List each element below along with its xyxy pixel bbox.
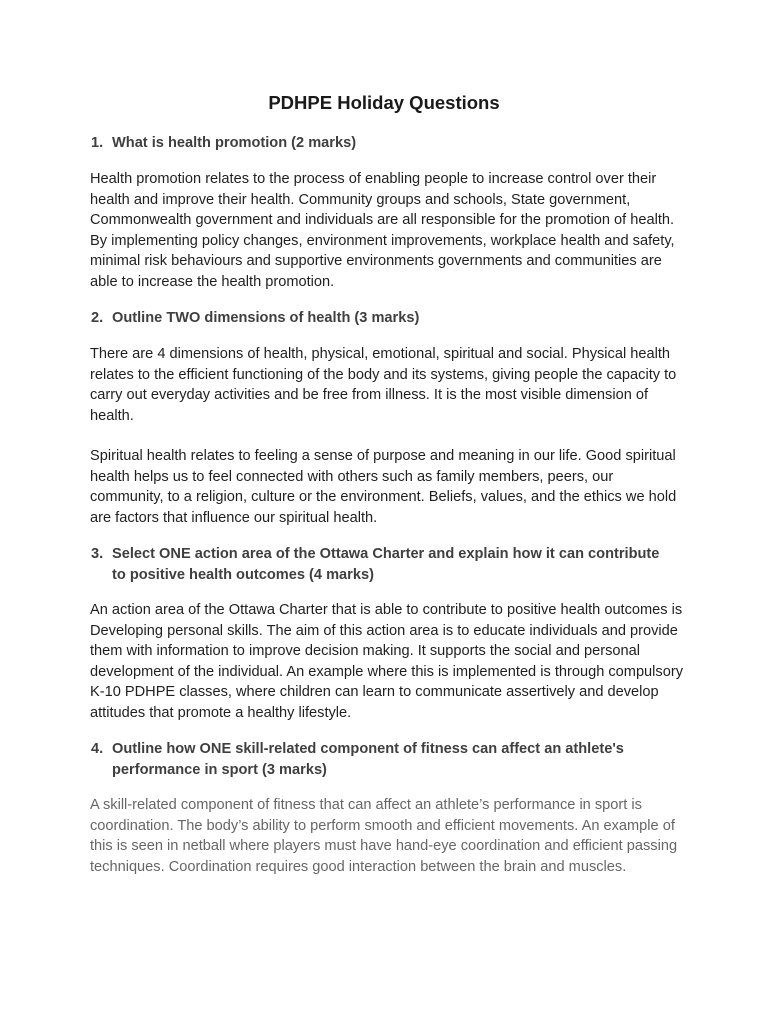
- question-3-text: Select ONE action area of the Ottawa Charter and explain how it can contribute to positive health outcomes (4 marks): [112, 546, 660, 583]
- question-2-heading: [91, 308, 672, 329]
- answer-2-paragraph-2: Spiritual health relates to feeling a sense of purpose and meaning in our life. Good spiritual health helps us to feel connected with others such as family members, peers, our community, to a religion, culture or the environment. Beliefs, values, and the ethics we hold are factors that influence our spiritual health.: [90, 448, 677, 526]
- answer-1-paragraph: Health promotion relates to the process of enabling people to increase control over their health and improve their health. Community groups and schools, State government, Commonwealth government and individuals are all responsible for the promotion of health. By implementing policy changes, environment improvements, workplace health and safety, minimal risk behaviours and supportive environments governments and communities are able to increase the health promotion.: [90, 171, 675, 290]
- question-2-number: 2.: [91, 310, 104, 326]
- answer-4-paragraph: A skill-related component of fitness that can affect an athlete’s performance in sport is coordination. The body’s ability to perform smooth and efficient movements. An example of this is seen in netball where players must have hand-eye coordination and efficient passing techniques. Coordination requires good interaction between the brain and muscles.: [90, 797, 678, 875]
- answer-2-paragraph-1: There are 4 dimensions of health, physical, emotional, spiritual and social. Physical health relates to the efficient functioning of the body and its systems, giving people the capacity to carry out everyday activities and be free from illness. It is the most visible dimension of health.: [90, 346, 677, 424]
- question-1-number: 1.: [91, 135, 104, 151]
- question-1-text: What is health promotion (2 marks): [112, 135, 357, 151]
- document-title: PDHPE Holiday Questions: [268, 92, 500, 113]
- answer-3-paragraph: An action area of the Ottawa Charter that is able to contribute to positive health outcomes is Developing personal skills. The aim of this action area is to educate individuals and provide them with information to improve decision making. It supports the social and personal development of the individual. An example where this is implemented is through compulsory K-10 PDHPE classes, where children can learn to communicate assertively and develop attitudes that promote a healthy lifestyle.: [90, 602, 683, 721]
- question-4-number: 4.: [91, 741, 104, 757]
- question-4-heading: [91, 739, 672, 781]
- question-1-heading: [91, 133, 672, 154]
- question-4-text: Outline how ONE skill-related component of fitness can affect an athlete's performance in sport (3 marks): [112, 741, 624, 778]
- question-3-number: 3.: [91, 546, 104, 562]
- question-3-heading: [91, 544, 672, 586]
- question-2-text: Outline TWO dimensions of health (3 marks): [112, 310, 420, 326]
